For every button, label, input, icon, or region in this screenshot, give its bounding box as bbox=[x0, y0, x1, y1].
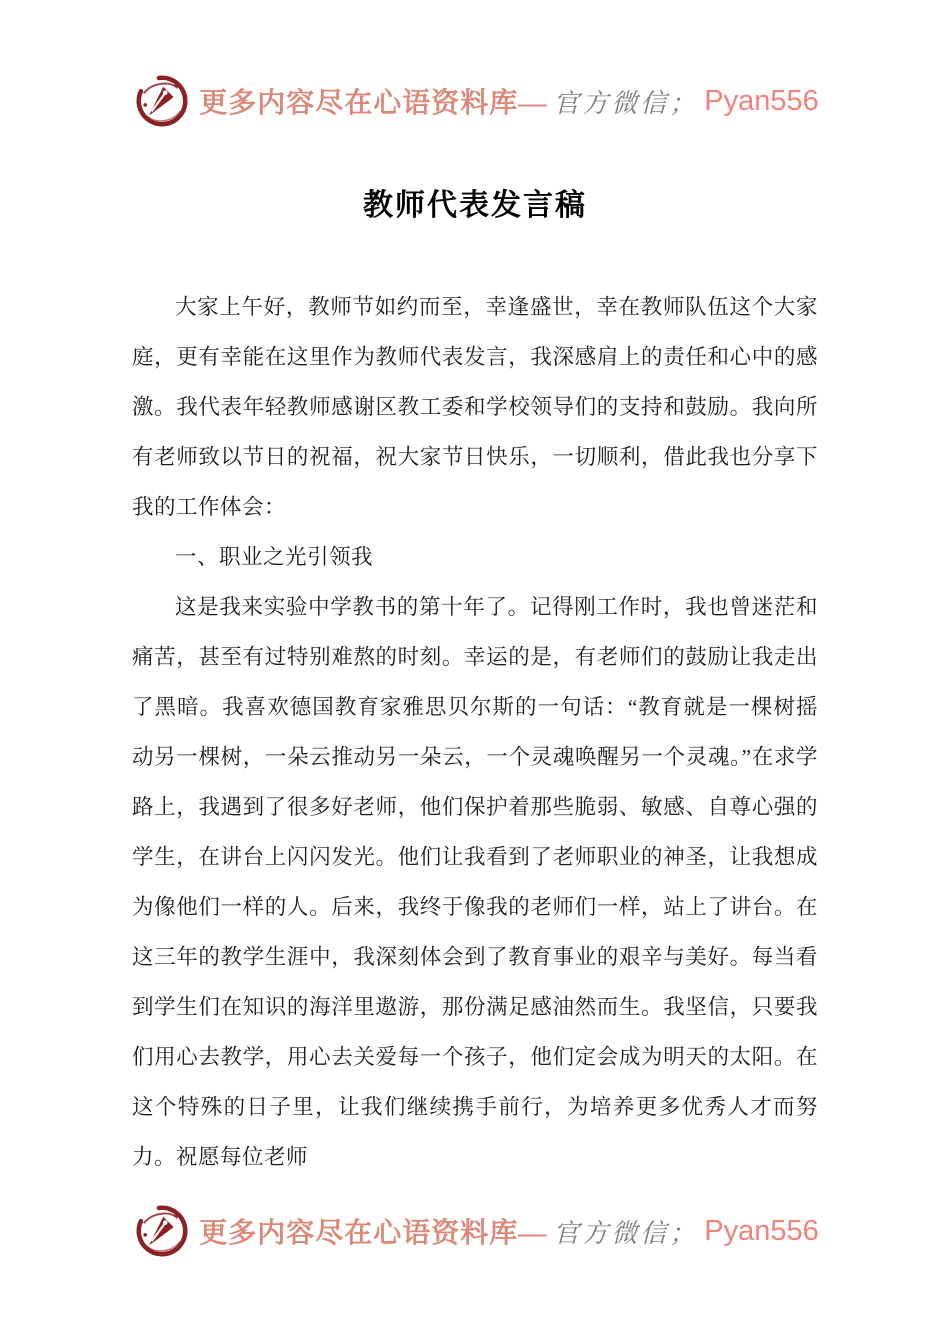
pen-nib-swirl-icon bbox=[131, 70, 193, 132]
watermark-brand-text: 更多内容尽在心语资料库— bbox=[199, 88, 548, 119]
paragraph: 大家上午好，教师节如约而至，幸逢盛世，幸在教师队伍这个大家庭，更有幸能在这里作为教师代表发言，我深感肩上的责任和心中的感激。我代表年轻教师感谢区教工委和学校领导们的支持和鼓励。我向所有老师致以节日的祝福，祝大家节日快乐，一切顺利，借此我也分享下我的工作体会： bbox=[132, 295, 818, 519]
document-body bbox=[132, 282, 818, 1182]
paragraph: 一、职业之光引领我 bbox=[175, 545, 374, 569]
watermark-wechat-id: Pyan556 bbox=[704, 84, 819, 117]
paragraph: 这是我来实验中学教书的第十年了。记得刚工作时，我也曾迷茫和痛苦，甚至有过特别难熬的时刻。幸运的是，有老师们的鼓励让我走出了黑暗。我喜欢德国教育家雅思贝尔斯的一句话：“教育就是一棵树摇动另一棵树，一朵云推动另一朵云，一个灵魂唤醒另一个灵魂。”在求学路上，我遇到了很多好老师，他们保护着那些脆弱、敏感、自尊心强的学生，在讲台上闪闪发光。他们让我看到了老师职业的神圣，让我想成为像他们一样的人。后来，我终于像我的老师们一样，站上了讲台。在这三年的教学生涯中，我深刻体会到了教育事业的艰辛与美好。每当看到学生们在知识的海洋里遨游，那份满足感油然而生。我坚信，只要我们用心去教学，用心去关爱每一个孩子，他们定会成为明天的太阳。在这个特殊的日子里，让我们继续携手前行，为培养更多优秀人才而努力。祝愿每位老师 bbox=[132, 595, 818, 1169]
watermark-wechat-id: Pyan556 bbox=[704, 1214, 819, 1247]
footer-watermark bbox=[0, 1200, 950, 1262]
watermark-wechat-label: 官方微信； bbox=[553, 88, 699, 119]
pen-nib-swirl-icon bbox=[131, 1200, 193, 1262]
watermark-brand-text: 更多内容尽在心语资料库— bbox=[199, 1218, 548, 1249]
watermark-wechat-label: 官方微信； bbox=[553, 1218, 699, 1249]
header-watermark bbox=[0, 70, 950, 132]
page-title: 教师代表发言稿 bbox=[363, 189, 587, 222]
